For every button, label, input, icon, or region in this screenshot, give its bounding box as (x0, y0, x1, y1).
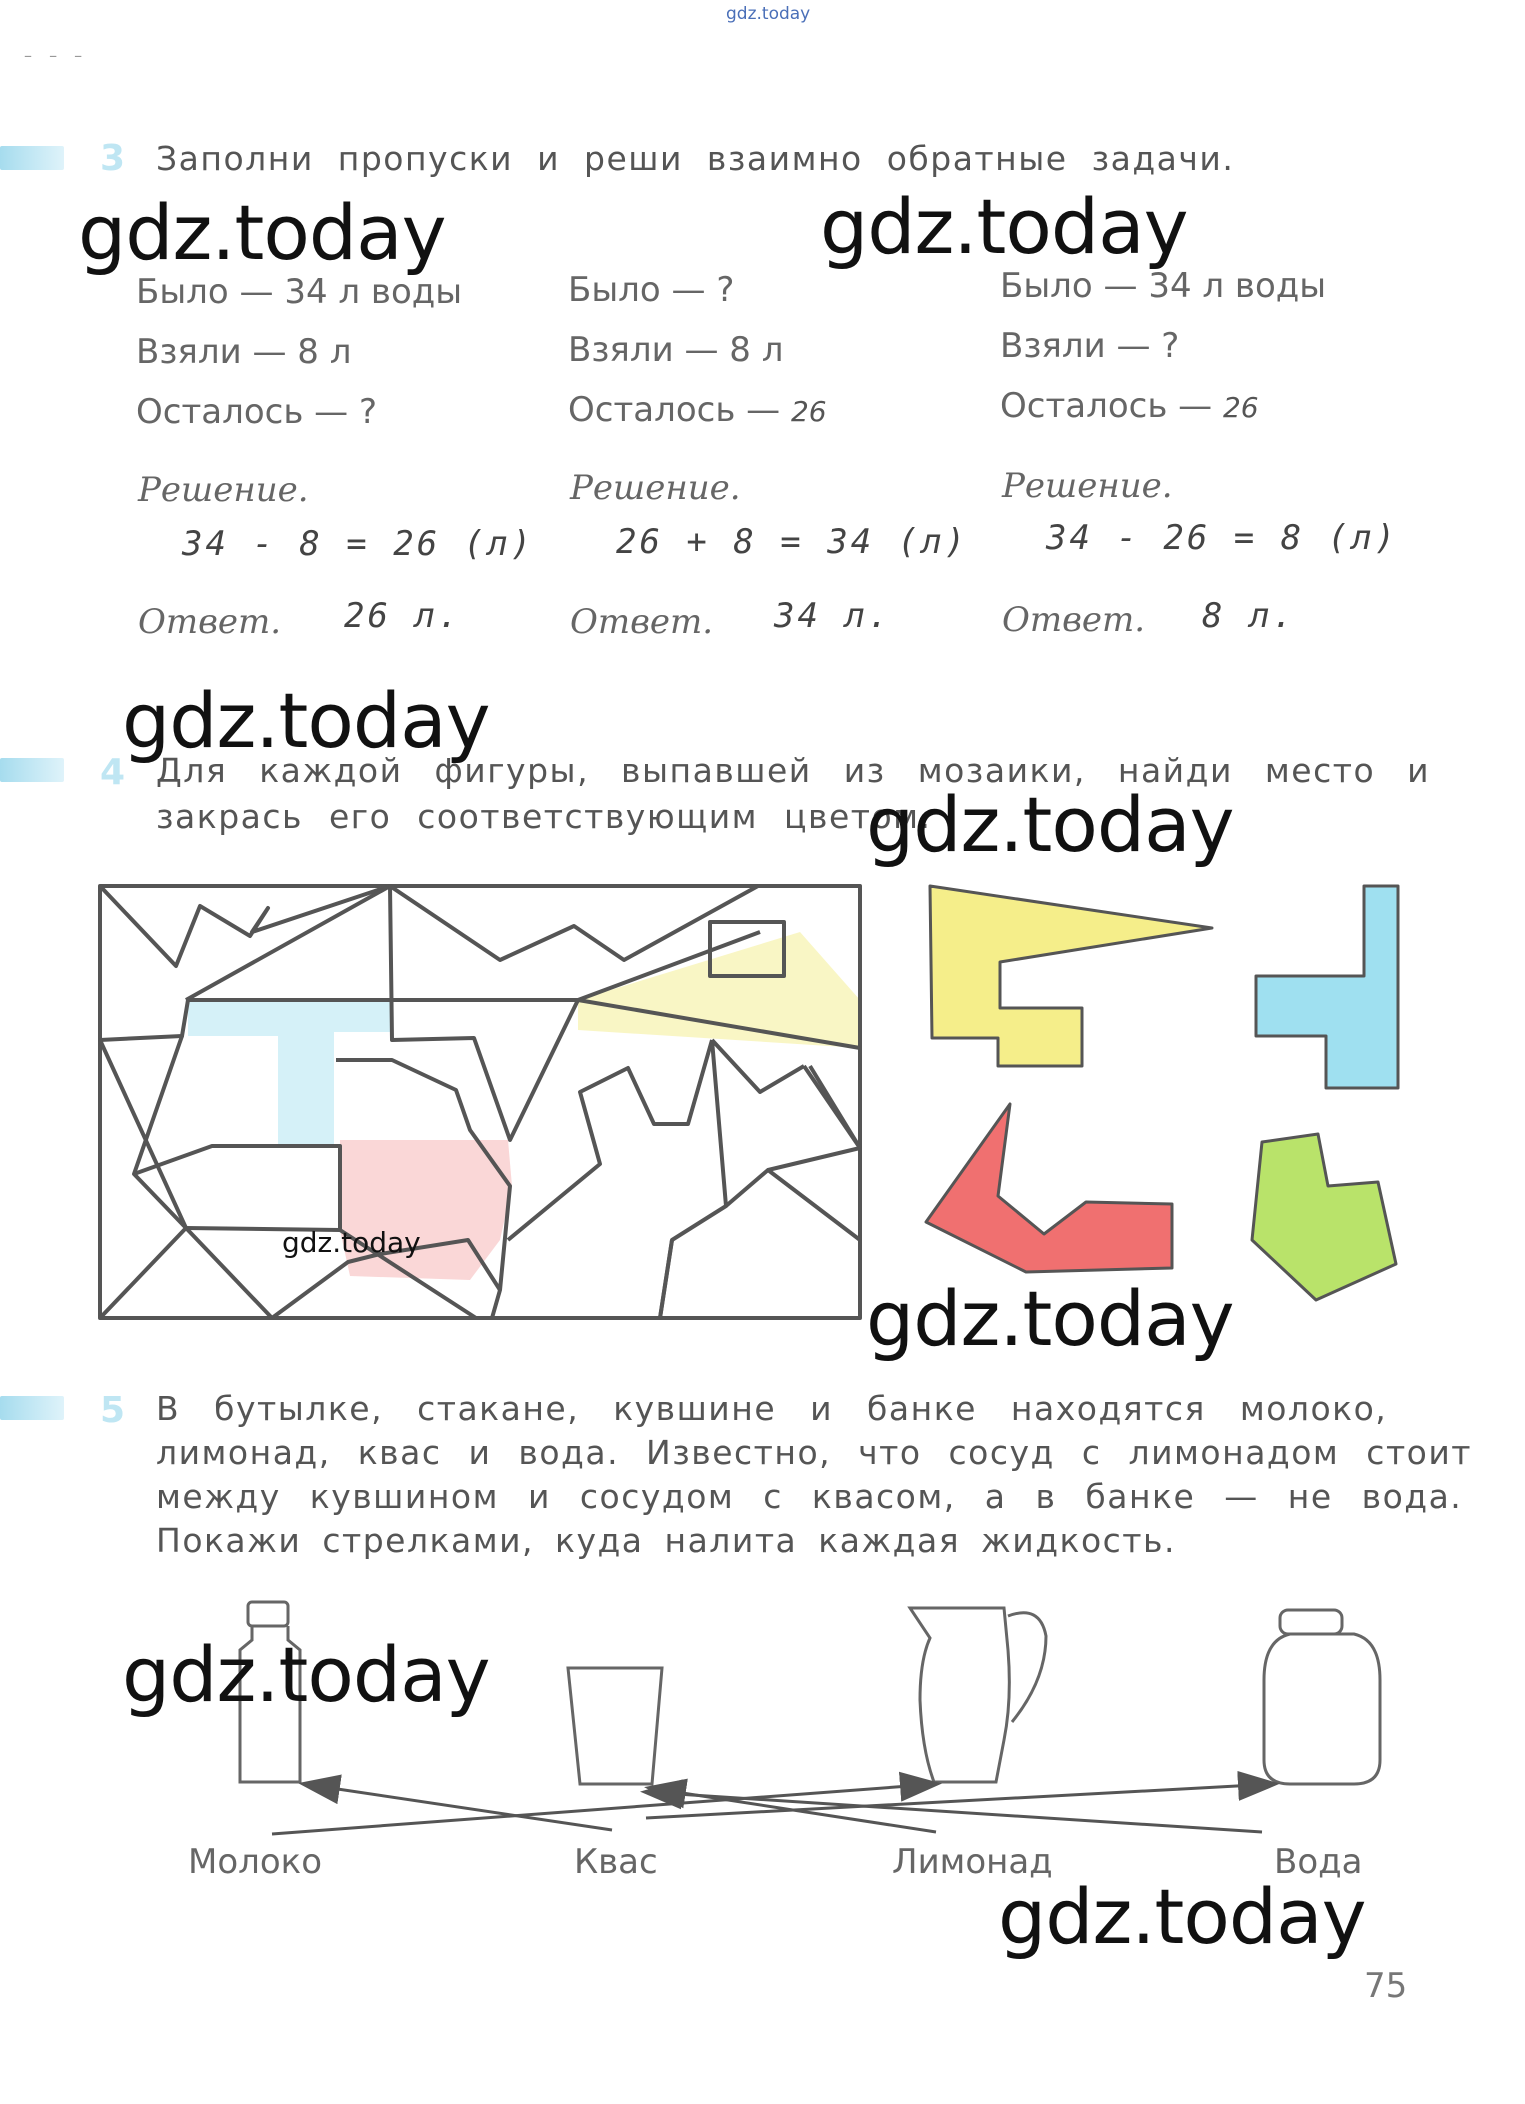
label-lemonade: Лимонад (892, 1842, 1053, 1882)
glass-icon (568, 1668, 662, 1784)
task4-number: 4 (100, 752, 126, 793)
col3-solution-label: Решение. (1002, 466, 1173, 506)
blue-figure (1256, 886, 1398, 1088)
label-water: Вода (1274, 1842, 1363, 1882)
task4-line1: Для каждой фигуры, выпавшей из мозаики, найди место и (156, 751, 1431, 790)
page-number: 75 (1364, 1966, 1408, 2006)
answer-arrows (272, 1784, 1274, 1834)
col1-answer: 26 л. (344, 596, 462, 636)
red-figure (926, 1104, 1172, 1272)
yellow-figure (930, 886, 1212, 1066)
green-figure (1252, 1134, 1396, 1300)
task3-number: 3 (100, 138, 126, 179)
jar-icon (1264, 1610, 1380, 1784)
label-kvass: Квас (574, 1842, 658, 1882)
watermark-2: gdz.today (820, 182, 1188, 271)
header-watermark: gdz.today (726, 4, 811, 24)
col1-line3: Осталось — ? (136, 392, 378, 432)
task5-bar (0, 1396, 64, 1420)
watermark-5: gdz.today (866, 1274, 1234, 1363)
col2-answer: 34 л. (774, 596, 892, 636)
watermark-6: gdz.today (122, 1630, 490, 1719)
col1-solution-label: Решение. (138, 470, 309, 510)
task5-line1: В бутылке, стакане, кувшине и банке находятся молоко, (156, 1389, 1388, 1428)
watermark-7: gdz.today (998, 1872, 1366, 1961)
watermark-3: gdz.today (122, 676, 490, 765)
col3-solution: 34 - 26 = 8 (л) (1046, 518, 1399, 558)
task3-title: Заполни пропуски и реши взаимно обратные задачи. (156, 139, 1235, 178)
watermark-1: gdz.today (78, 188, 446, 277)
task5-number: 5 (100, 1390, 126, 1431)
col3-line2: Взяли — ? (1000, 326, 1180, 366)
col3-answer: 8 л. (1202, 596, 1296, 636)
col2-solution-label: Решение. (570, 468, 741, 508)
header-dashes: – – – (24, 46, 89, 65)
col1-solution: 34 - 8 = 26 (л) (182, 524, 535, 564)
task5-line2: лимонад, квас и вода. Известно, что сосуд с лимонадом стоит (156, 1433, 1473, 1472)
watermark-4: gdz.today (866, 780, 1234, 869)
jug-icon (910, 1608, 1046, 1782)
col1-answer-label: Ответ. (138, 602, 282, 642)
col2-line2: Взяли — 8 л (568, 330, 784, 370)
label-milk: Молоко (188, 1842, 323, 1882)
col2-line3: Осталось — 26 (568, 390, 827, 430)
task4-line2: закрась его соответствующим цветом. (156, 797, 932, 836)
col1-line1: Было — 34 л воды (136, 272, 463, 312)
col3-line1: Было — 34 л воды (1000, 266, 1327, 306)
col1-line2: Взяли — 8 л (136, 332, 352, 372)
watermark-small-mosaic: gdz.today (282, 1226, 421, 1259)
col2-solution: 26 + 8 = 34 (л) (616, 522, 969, 562)
col2-line1: Было — ? (568, 270, 735, 310)
col3-answer-label: Ответ. (1002, 600, 1146, 640)
task5-line4: Покажи стрелками, куда налита каждая жидкость. (156, 1521, 1176, 1560)
col2-answer-label: Ответ. (570, 602, 714, 642)
task5-line3: между кувшином и сосудом с квасом, а в банке — не вода. (156, 1477, 1463, 1516)
col3-line3: Осталось — 26 (1000, 386, 1259, 426)
